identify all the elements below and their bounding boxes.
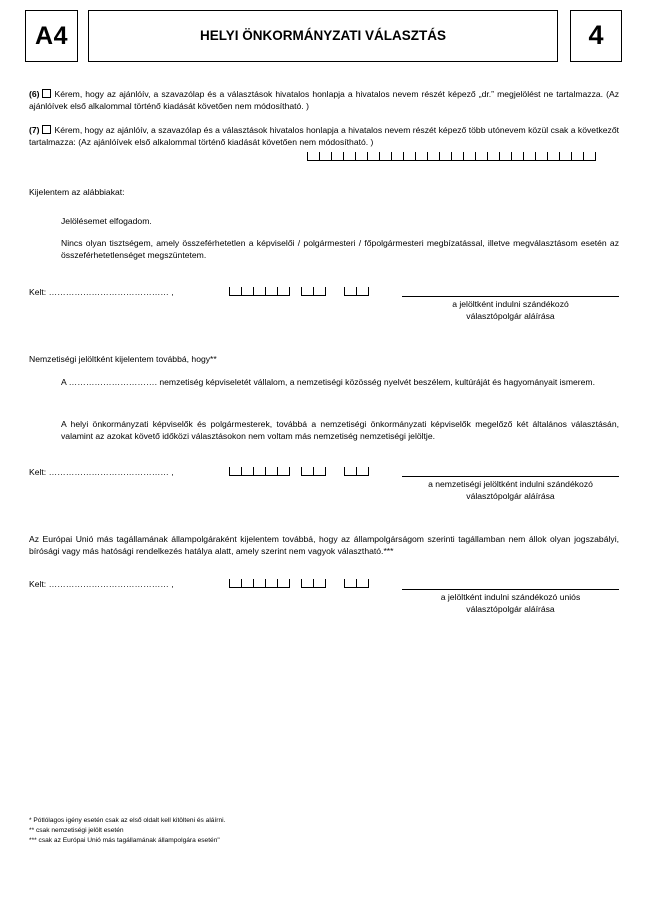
signature-caption: a jelöltként indulni szándékozó választópolgár aláírása bbox=[452, 299, 569, 322]
nationality-heading: Nemzetiségi jelöltként kijelentem továbbá, hogy** bbox=[29, 354, 217, 364]
item-6 bbox=[29, 88, 619, 113]
item-7-text: Kérem, hogy az ajánlóív, a szavazólap és a választások hivatalos honlapja a hivatalos nevem részét képező több utónevem közül csak a következőt tartalmazza: (Az ajánlóívek első alkalommal történő kiadását követően nem módosítható. ) bbox=[29, 125, 619, 148]
kelt-label: Kelt: …………………………………… , bbox=[29, 579, 174, 589]
signature-line[interactable] bbox=[402, 476, 619, 477]
date-month-cells[interactable] bbox=[301, 579, 326, 588]
declaration-conflict: Nincs olyan tisztségem, amely összeférhetetlen a képviselői / polgármesteri / főpolgármesteri megbízatással, illetve megválasztásom esetén az összeférhetetlenséget megszüntetem. bbox=[61, 238, 619, 261]
page-number: 4 bbox=[570, 10, 622, 62]
nationality-para-1: A …………………………. nemzetiség képviseletét vállalom, a nemzetiségi közösség nyelvét beszélem, kultúráját és hagyományait ismerem. bbox=[61, 377, 595, 387]
date-year-cells[interactable] bbox=[229, 467, 290, 476]
declaration-accept: Jelölésemet elfogadom. bbox=[61, 216, 152, 226]
item-6-number: (6) bbox=[29, 89, 40, 99]
signature-caption: a nemzetiségi jelöltként indulni szándékozó választópolgár aláírása bbox=[428, 479, 593, 502]
nationality-para-2: A helyi önkormányzati képviselők és polgármesterek, továbbá a nemzetiségi önkormányzati képviselők megelőző két általános választásán, valamint az azokat követő időközi választásokon nem voltam más nemzetiség nemzetiségi jelöltje. bbox=[61, 419, 619, 442]
footnote-1: * Pótlólagos igény esetén csak az első oldalt kell kitölteni és aláírni. bbox=[29, 817, 226, 824]
item-7-number: (7) bbox=[29, 125, 40, 135]
date-month-cells[interactable] bbox=[301, 287, 326, 296]
footnote-2: ** csak nemzetiségi jelölt esetén bbox=[29, 826, 124, 834]
kelt-label: Kelt: …………………………………… , bbox=[29, 287, 174, 297]
date-day-cells[interactable] bbox=[344, 579, 369, 588]
date-year-cells[interactable] bbox=[229, 287, 290, 296]
form-code: A4 bbox=[25, 10, 78, 62]
signature-line[interactable] bbox=[402, 296, 619, 297]
signature-line[interactable] bbox=[402, 589, 619, 590]
date-year-cells[interactable] bbox=[229, 579, 290, 588]
declaration-heading: Kijelentem az alábbiakat: bbox=[29, 187, 125, 197]
given-name-cells[interactable] bbox=[307, 152, 596, 161]
signature-caption: a jelöltként indulni szándékozó uniós választópolgár aláírása bbox=[440, 592, 581, 615]
item-6-checkbox[interactable] bbox=[42, 89, 51, 98]
kelt-label: Kelt: …………………………………… , bbox=[29, 467, 174, 477]
footnote-3: *** csak az Európai Unió más tagállamának állampolgára esetén" bbox=[29, 836, 220, 844]
eu-declaration: Az Európai Unió más tagállamának állampolgáraként kijelentem továbbá, hogy az állampolgárságom szerinti tagállamban nem állok olyan jogszabályi, bírósági vagy más hatósági rendelkezés hatálya alatt, amely szerint nem vagyok választható.*** bbox=[29, 534, 619, 557]
date-month-cells[interactable] bbox=[301, 467, 326, 476]
item-7-checkbox[interactable] bbox=[42, 125, 51, 134]
page-title: HELYI ÖNKORMÁNYZATI VÁLASZTÁS bbox=[88, 10, 558, 62]
date-day-cells[interactable] bbox=[344, 287, 369, 296]
item-7 bbox=[29, 124, 619, 149]
item-6-text: Kérem, hogy az ajánlóív, a szavazólap és a választások hivatalos honlapja a hivatalos nevem részét képező „dr.” megjelölést ne tartalmazza. (Az ajánlóívek első alkalommal történő kiadását követően nem módosítható. ) bbox=[29, 89, 619, 112]
date-day-cells[interactable] bbox=[344, 467, 369, 476]
footnotes bbox=[29, 816, 225, 846]
